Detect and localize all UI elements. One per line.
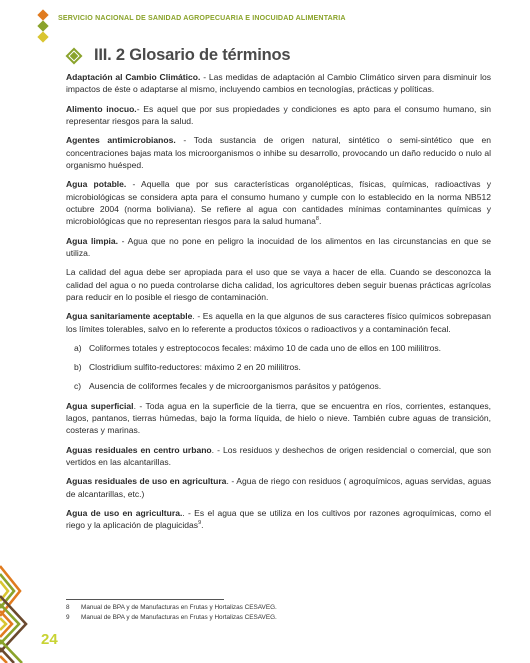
glossary-definition: . - Es aquella en la que algunos de sus caracteres físico químicos sobrepasan los límites tolerables, salvo en lo referente a productos tóxicos o radioactivos y a contaminación fecal.	[66, 311, 491, 334]
glossary-definition: . - Toda agua en la superficie de la tierra, que se encuentra en ríos, corrientes, estanques, lagos, pantanos, tierras húmedas, bajo la forma líquida, de hielo o nieve. También cubre aguas de transición, costeras y marinas.	[66, 400, 492, 436]
sentence-end: .	[201, 520, 204, 531]
footnote-number: 9	[66, 614, 70, 621]
glossary-term: Agua superficial	[66, 400, 134, 411]
orange-diamond-icon	[37, 9, 48, 20]
glossary-entry	[66, 235, 491, 260]
glossary-definition: - Es aquel que por sus propiedades y condiciones es apto para el consumo humano, sin representar riesgos para la salud.	[66, 103, 491, 127]
glossary-entry	[66, 310, 491, 335]
glossary-term: Agua limpia.	[66, 235, 119, 246]
glossary-definition: . - Los residuos y deshechos de origen residencial o comercial, que son vertidos en las alcantarillas.	[66, 444, 491, 467]
glossary-entry	[66, 178, 491, 228]
glossary-definition: . - Es el agua que se utiliza en los cultivos por razones agroquímicas, como el riego y la aplicación de plaguicidas	[66, 507, 491, 531]
glossary-entry	[66, 71, 491, 96]
footnote-number: 8	[66, 604, 70, 611]
list-label: c)	[74, 381, 82, 392]
glossary-term: Agua sanitariamente aceptable	[66, 311, 193, 322]
yellow-diamond-icon	[37, 31, 48, 42]
glossary-definition: - Agua que no pone en peligro la inocuidad de los alimentos en las circunstancias en que se utiliza.	[66, 235, 491, 259]
footnote-divider	[66, 599, 224, 600]
glossary-entry	[66, 103, 491, 128]
decorative-chevron-stripes	[0, 0, 40, 663]
diamond-bullet-icon	[66, 48, 82, 64]
list-text: Ausencia de coliformes fecales y de microorganismos parásitos y patógenos.	[89, 381, 382, 392]
glossary-entry	[66, 475, 491, 500]
sentence-end: .	[318, 216, 322, 227]
glossary-term: Aguas residuales en centro urbano	[66, 444, 212, 455]
glossary-definition: - Toda sustancia de origen natural, sintético o semi-sintético que en concentraciones bajas mata los microorganismos o inhibe su desarrollo, provocando un daño reducido o nulo al organismo huésped.	[66, 135, 491, 171]
page-number: 24	[41, 631, 58, 648]
plain-paragraph: La calidad del agua debe ser apropiada para el uso que se vaya a hacer de ella. Cuando se desconozca la calidad del agua o no pueda controlarse dicha calidad, los agricultores deben seguir buenas prácticas agrícolas para reducir en lo posible el riesgo de contaminación.	[66, 267, 491, 303]
section-heading	[66, 46, 290, 65]
footnote-text: Manual de BPA y de Manufacturas en Frutas y Hortalizas CESAVEG.	[81, 604, 277, 611]
glossary-body	[66, 71, 491, 538]
list-item	[66, 380, 491, 392]
glossary-term: Agua potable.	[66, 179, 127, 190]
glossary-definition: . - Agua de riego con residuos ( agroquímicos, aguas servidas, aguas de alcantarillas, etc.)	[66, 476, 492, 499]
list-text: Coliformes totales y estreptococos fecales: máximo 10 de cada uno de ellos en 100 mililitros.	[89, 342, 442, 353]
glossary-entry	[66, 134, 491, 171]
running-header: SERVICIO NACIONAL DE SANIDAD AGROPECUARIA E INOCUIDAD ALIMENTARIA	[58, 14, 346, 22]
footnote	[66, 604, 277, 611]
section-title: III. 2 Glosario de términos	[94, 46, 291, 64]
footnote	[66, 614, 277, 621]
header-diamond-icons	[37, 11, 49, 44]
footnote-text: Manual de BPA y de Manufacturas en Frutas y Hortalizas CESAVEG.	[81, 614, 277, 621]
list-label: b)	[74, 362, 82, 373]
list-item	[66, 342, 491, 354]
glossary-entry	[66, 400, 491, 437]
glossary-term: Alimento inocuo.	[66, 103, 137, 114]
glossary-entry	[66, 444, 491, 469]
glossary-term: Agentes antimicrobianos.	[66, 135, 176, 146]
list-item	[66, 361, 491, 373]
footnote-ref: 9	[198, 520, 202, 527]
glossary-definition: - Aquella que por sus características organolépticas, físicas, químicas, radioactivas y microbiológicas se considera apta para el consumo humano y cumple con lo establecido en la norma NB512 octubre 2004 (norma boliviana). Se refiere al agua con cantidades mínimas contaminantes químicas y microbiológicas que no representan riesgos para la salud humana	[66, 179, 491, 227]
list-text: Clostridium sulfito-reductores: máximo 2 en 20 mililitros.	[89, 362, 301, 373]
green-diamond-icon	[37, 20, 48, 31]
glossary-term: Agua de uso en agricultura.	[66, 507, 183, 518]
footnote-ref: 8	[315, 216, 319, 223]
glossary-term: Adaptación al Cambio Climático.	[66, 72, 201, 82]
list-label: a)	[74, 342, 82, 353]
glossary-entry	[66, 507, 491, 532]
glossary-definition: - Las medidas de adaptación al Cambio Climático sirven para disminuir los impactos de éste o adaptarse al mismo, incluyendo cambios en tecnologías, prácticas y políticas.	[66, 72, 491, 95]
glossary-term: Aguas residuales de uso en agricultura	[66, 476, 227, 487]
